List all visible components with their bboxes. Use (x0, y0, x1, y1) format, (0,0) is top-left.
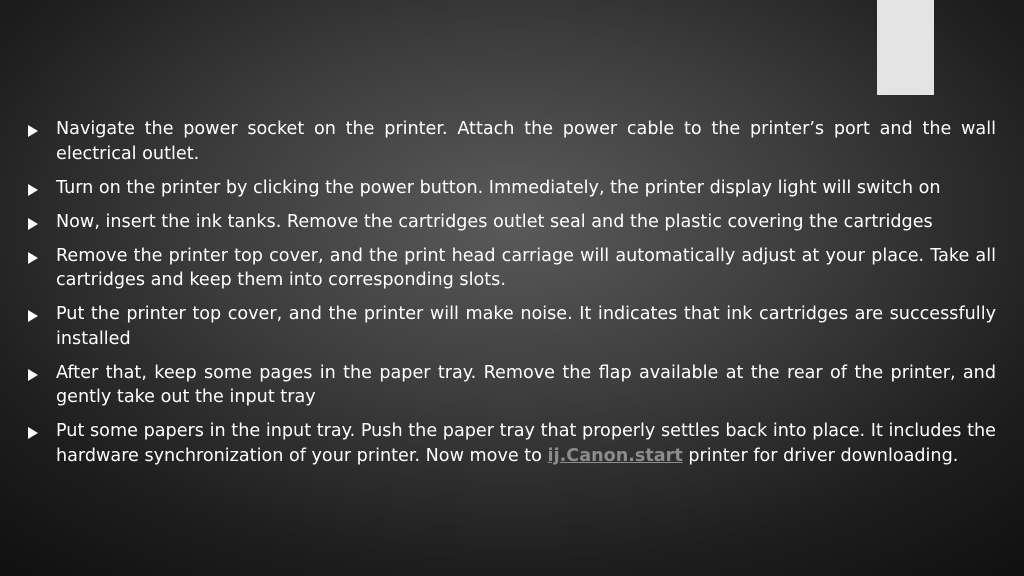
list-item (28, 117, 996, 166)
triangle-right-bullet-icon (28, 369, 38, 381)
triangle-right-bullet-icon (28, 218, 38, 230)
list-item-text: Navigate the power socket on the printer. Attach the power cable to the printer’s port and the wall electrical outlet. (56, 119, 996, 164)
list-item (28, 244, 996, 293)
list-item (28, 361, 996, 410)
canon-start-link[interactable]: ij.Canon.start (547, 445, 683, 466)
instruction-list (28, 117, 996, 478)
list-item-text-before-link: Put some papers in the input tray. Push the paper tray that properly settles back into place. It includes the hardware synchronization of your printer. Now move to (56, 421, 996, 466)
list-item-text: Put the printer top cover, and the printer will make noise. It indicates that ink cartridges are successfully installed (56, 304, 996, 349)
triangle-right-bullet-icon (28, 427, 38, 439)
list-item (28, 210, 996, 235)
list-item (28, 176, 996, 201)
list-item-text: Remove the printer top cover, and the print head carriage will automatically adjust at your place. Take all cartridges and keep them into corresponding slots. (56, 245, 996, 290)
triangle-right-bullet-icon (28, 310, 38, 322)
triangle-right-bullet-icon (28, 252, 38, 264)
list-item-text (56, 419, 996, 468)
list-item (28, 302, 996, 351)
list-item-text: Turn on the printer by clicking the power button. Immediately, the printer display light will switch on (56, 177, 941, 198)
list-item-text: Now, insert the ink tanks. Remove the cartridges outlet seal and the plastic covering the cartridges (56, 211, 933, 232)
list-item-text-after-link: printer for driver downloading. (682, 445, 959, 466)
list-item-text: After that, keep some pages in the paper tray. Remove the flap available at the rear of the printer, and gently take out the input tray (56, 362, 996, 407)
triangle-right-bullet-icon (28, 125, 38, 137)
triangle-right-bullet-icon (28, 184, 38, 196)
decorative-accent-bar (877, 0, 934, 95)
list-item (28, 419, 996, 468)
